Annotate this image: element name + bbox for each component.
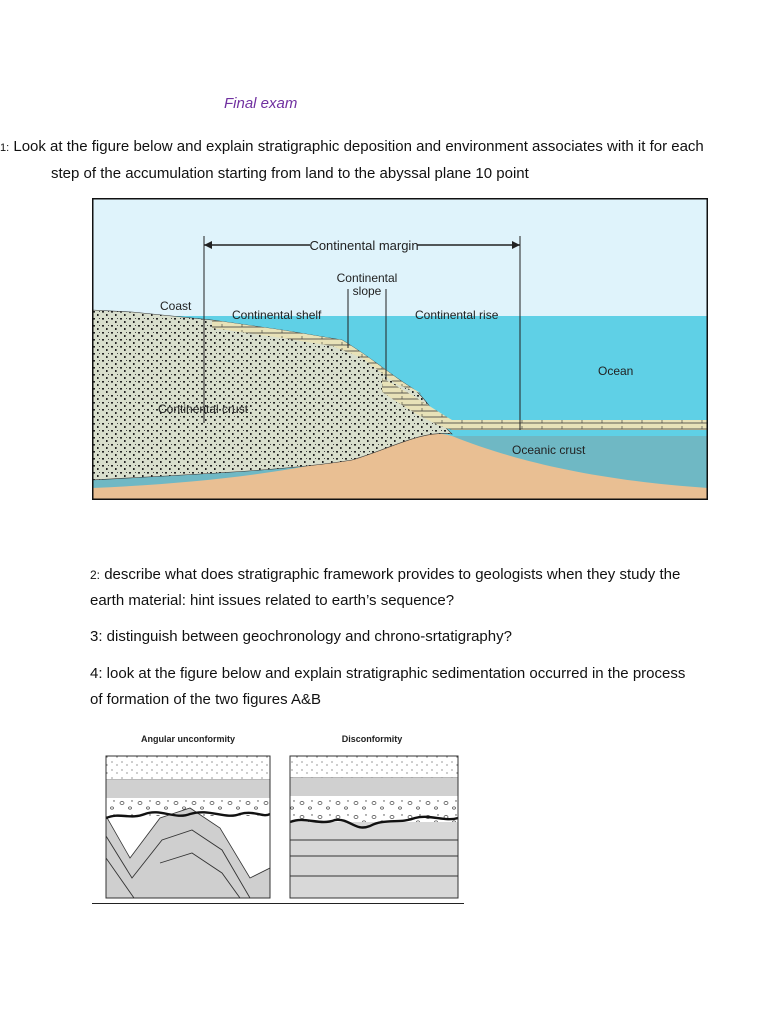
question-1-line-1: Look at the figure below and explain stratigraphic deposition and environment associates with it for each <box>13 138 704 155</box>
label-continental-margin: Continental margin <box>309 238 419 253</box>
label-oceanic-crust: Oceanic crust <box>512 443 586 457</box>
label-figure-b: Disconformity <box>341 734 403 744</box>
label-continental-rise: Continental rise <box>415 308 499 322</box>
continental-margin-figure <box>92 198 708 500</box>
label-continental-slope-2: slope <box>352 284 382 298</box>
question-2 <box>90 562 690 614</box>
label-continental-crust: Continental crust <box>158 402 249 416</box>
label-coast: Coast <box>160 299 192 313</box>
question-1-line-2: step of the accumulation starting from land to the abyssal plane 10 point <box>51 165 529 182</box>
bottom-rule <box>92 903 464 904</box>
label-ocean: Ocean <box>598 364 634 378</box>
label-continental-shelf: Continental shelf <box>232 308 322 322</box>
question-4: 4: look at the figure below and explain stratigraphic sedimentation occurred in the process of formation of the two figures A&B <box>90 665 686 708</box>
question-3: 3: distinguish between geochronology and chrono-srtatigraphy? <box>90 628 512 645</box>
exam-title: Final exam <box>224 95 298 112</box>
question-2-number: 2: <box>90 568 101 582</box>
disconformity-panel <box>290 756 458 898</box>
question-1-number: 1: <box>0 142 10 154</box>
label-figure-a: Angular unconformity <box>141 734 235 744</box>
question-1 <box>0 134 768 187</box>
unconformity-figures <box>100 728 480 908</box>
angular-unconformity-panel <box>106 756 270 898</box>
question-2-text: describe what does stratigraphic framework provides to geologists when they study the earth material: hint issues related to earth’s sequence? <box>90 566 681 609</box>
label-continental-slope-1: Continental <box>336 271 398 285</box>
